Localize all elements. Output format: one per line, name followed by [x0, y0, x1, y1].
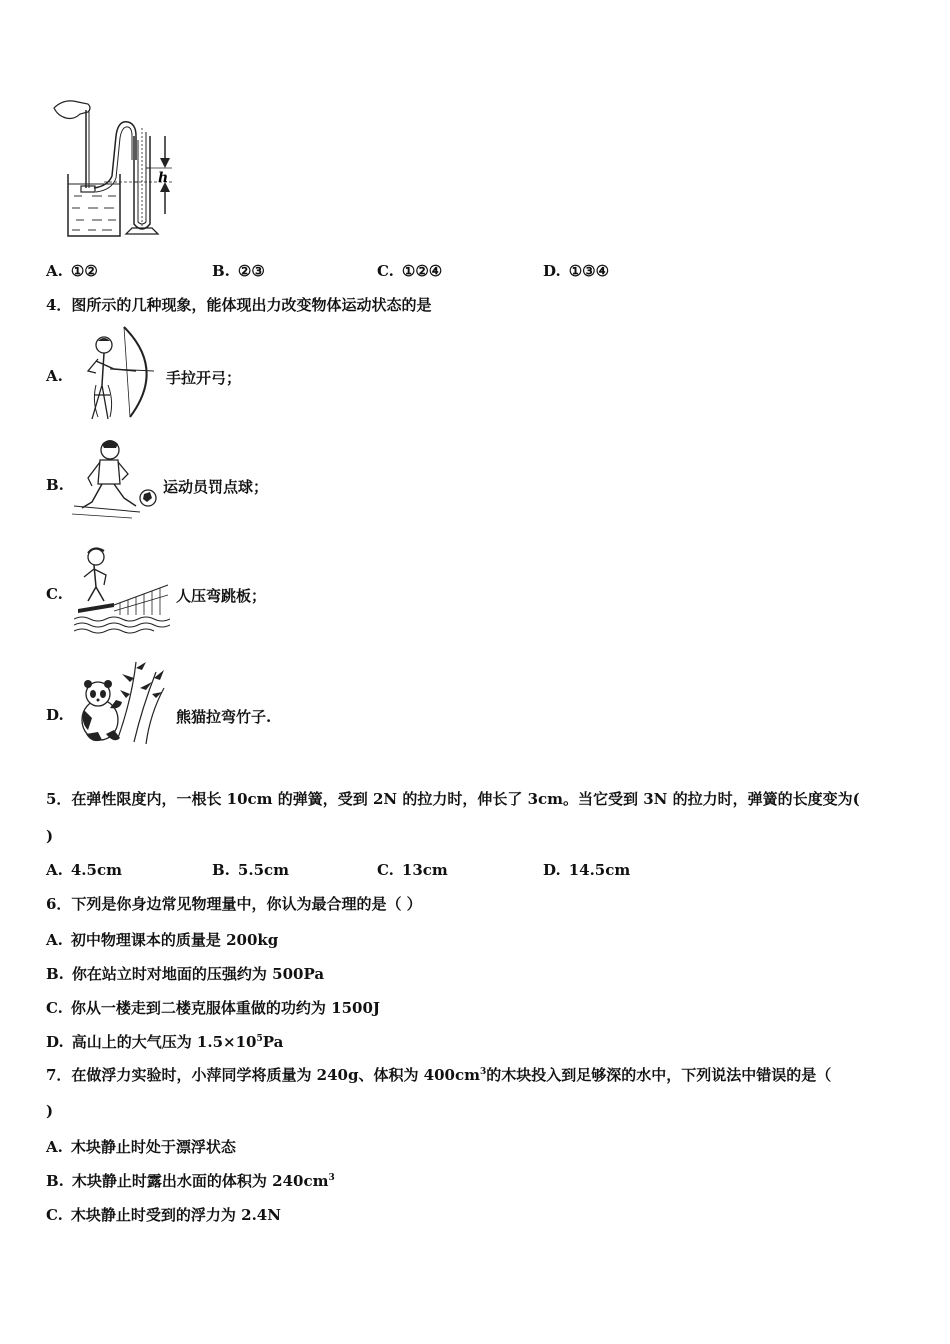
q7-option-b[interactable]: B. 木块静止时露出水面的体积为 $240cm^3$ [46, 1172, 335, 1190]
q4-option-b-key[interactable]: B. [46, 476, 64, 494]
pressure-gauge-figure [44, 96, 184, 242]
diving-board-figure [74, 545, 170, 635]
q4-option-a-key[interactable]: A. [46, 367, 63, 385]
q4-option-a-text: 手拉开弓； [166, 369, 242, 387]
q3-option-b[interactable]: B. ②③ [212, 262, 265, 280]
q7-option-a[interactable]: A. 木块静止时处于漂浮状态 [46, 1138, 236, 1156]
q6-option-a[interactable]: A. 初中物理课本的质量是 200kg [46, 931, 279, 949]
q5-stem-line2: ) [46, 827, 54, 845]
q5-stem-line1: 5．在弹性限度内，一根长 10cm 的弹簧，受到 2N 的拉力时，伸长了 3cm。当它受到 3N 的拉力时，弹簧的长度变为( [46, 790, 860, 808]
q3-option-d[interactable]: D. ①③④ [543, 262, 610, 280]
q6-option-c[interactable]: C. 你从一楼走到二楼克服体重做的功约为 1500J [46, 999, 380, 1017]
archer-figure [74, 325, 158, 421]
q5-option-d[interactable]: D. 14.5cm [543, 861, 631, 879]
q7-stem-line2: ) [46, 1102, 54, 1120]
h-label: h [158, 170, 169, 186]
q6-stem: 6．下列是你身边常见物理量中，你认为最合理的是（ ） [46, 895, 422, 913]
q6-option-d[interactable]: D. 高山上的大气压为 $1.5\times 10^5Pa$ [46, 1033, 284, 1051]
q3-option-c[interactable]: C. ①②④ [377, 262, 443, 280]
q7-option-c[interactable]: C. 木块静止时受到的浮力为 2.4N [46, 1206, 281, 1224]
q4-option-b-text: 运动员罚点球； [163, 478, 269, 496]
q7-stem-line1: 7．在做浮力实验时，小萍同学将质量为 240g、体积为 $400cm^3$的木块投入到足够深的水中，下列说法中错误的是（ [46, 1066, 832, 1084]
q5-option-b[interactable]: B. 5.5cm [212, 861, 290, 879]
q4-option-c-key[interactable]: C. [46, 585, 63, 603]
q4-option-d-key[interactable]: D. [46, 706, 64, 724]
q3-option-a[interactable]: A. ①② [46, 262, 98, 280]
q5-option-a[interactable]: A. 4.5cm [46, 861, 122, 879]
panda-bamboo-figure [76, 658, 168, 748]
football-player-figure [72, 436, 160, 524]
q4-option-d-text: 熊猫拉弯竹子. [176, 708, 272, 726]
q4-option-c-text: 人压弯跳板； [176, 587, 267, 605]
q4-stem: 4．图所示的几种现象，能体现出力改变物体运动状态的是 [46, 296, 432, 314]
q6-option-b[interactable]: B. 你在站立时对地面的压强约为 500Pa [46, 965, 325, 983]
q5-option-c[interactable]: C. 13cm [377, 861, 448, 879]
